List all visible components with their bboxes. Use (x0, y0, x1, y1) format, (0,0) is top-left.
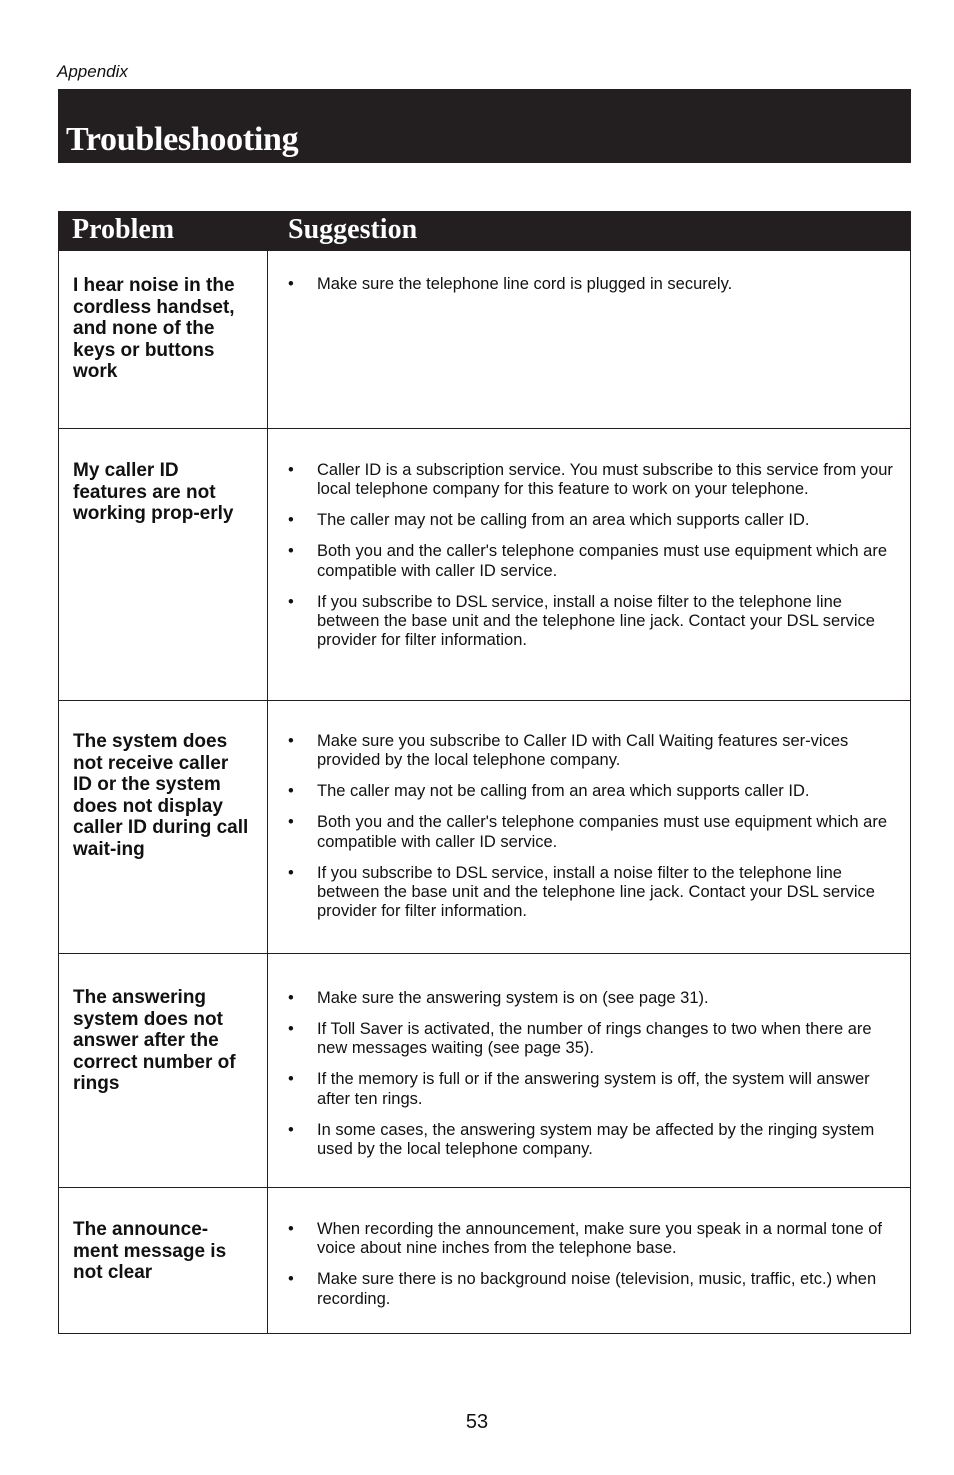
suggestion-list (285, 461, 896, 662)
section-label: Appendix (57, 62, 128, 81)
suggestion-item: • Make sure you subscribe to Caller ID with Call Waiting features ser-vices provided by the local telephone company. (285, 732, 896, 771)
suggestion-list (285, 732, 896, 933)
problem-text: My caller ID features are not working prop-erly (73, 460, 234, 525)
suggestion-item: • If you subscribe to DSL service, install a noise filter to the telephone line between the base unit and the telephone line jack. Contact your DSL service provider for filter information. (285, 593, 896, 651)
table-row (58, 429, 911, 701)
suggestion-item: • If the memory is full or if the answering system is off, the system will answer after ten rings. (285, 1070, 896, 1109)
suggestion-item: • The caller may not be calling from an area which supports caller ID. (285, 511, 896, 530)
column-divider (267, 429, 268, 700)
table-row (58, 251, 911, 429)
problem-text: The answering system does not answer after the correct number of rings (73, 987, 236, 1095)
page-title: Troubleshooting (66, 121, 299, 158)
suggestion-item: • If Toll Saver is activated, the number of rings changes to two when there are new messages waiting (see page 35). (285, 1020, 896, 1059)
table-row (58, 1188, 911, 1334)
column-divider (267, 701, 268, 953)
suggestion-item: • Make sure the telephone line cord is plugged in securely. (285, 275, 896, 294)
problem-text: The announce-ment message is not clear (73, 1219, 227, 1284)
suggestion-item: • Both you and the caller's telephone companies must use equipment which are compatible with caller ID service. (285, 542, 896, 581)
suggestion-item: • Caller ID is a subscription service. You must subscribe to this service from your local telephone company for this feature to work on your telephone. (285, 461, 896, 500)
page-number: 53 (465, 1411, 489, 1433)
column-header-problem: Problem (72, 214, 175, 245)
table-header (58, 211, 911, 251)
suggestion-list (285, 989, 896, 1171)
table-row (58, 701, 911, 954)
column-divider (267, 954, 268, 1187)
column-divider (267, 251, 268, 428)
table-row (58, 954, 911, 1188)
title-bar (58, 89, 911, 163)
column-divider (267, 1188, 268, 1333)
suggestion-item: • When recording the announcement, make sure you speak in a normal tone of voice about nine inches from the telephone base. (285, 1220, 896, 1259)
problem-text: I hear noise in the cordless handset, and none of the keys or buttons work (73, 275, 235, 383)
troubleshooting-table (58, 211, 911, 1334)
suggestion-item: • Make sure the answering system is on (see page 31). (285, 989, 896, 1008)
suggestion-item: • If you subscribe to DSL service, install a noise filter to the telephone line between the base unit and the telephone line jack. Contact your DSL service provider for filter information. (285, 864, 896, 922)
suggestion-list (285, 275, 896, 306)
suggestion-list (285, 1220, 896, 1321)
suggestion-item: • In some cases, the answering system may be affected by the ringing system used by the local telephone company. (285, 1121, 896, 1160)
suggestion-item: • Both you and the caller's telephone companies must use equipment which are compatible with caller ID service. (285, 813, 896, 852)
suggestion-item: • Make sure there is no background noise (television, music, traffic, etc.) when recording. (285, 1270, 896, 1309)
suggestion-item: • The caller may not be calling from an area which supports caller ID. (285, 782, 896, 801)
column-header-suggestion: Suggestion (288, 214, 418, 245)
problem-text: The system does not receive caller ID or the system does not display caller ID during call wait-ing (73, 731, 249, 860)
